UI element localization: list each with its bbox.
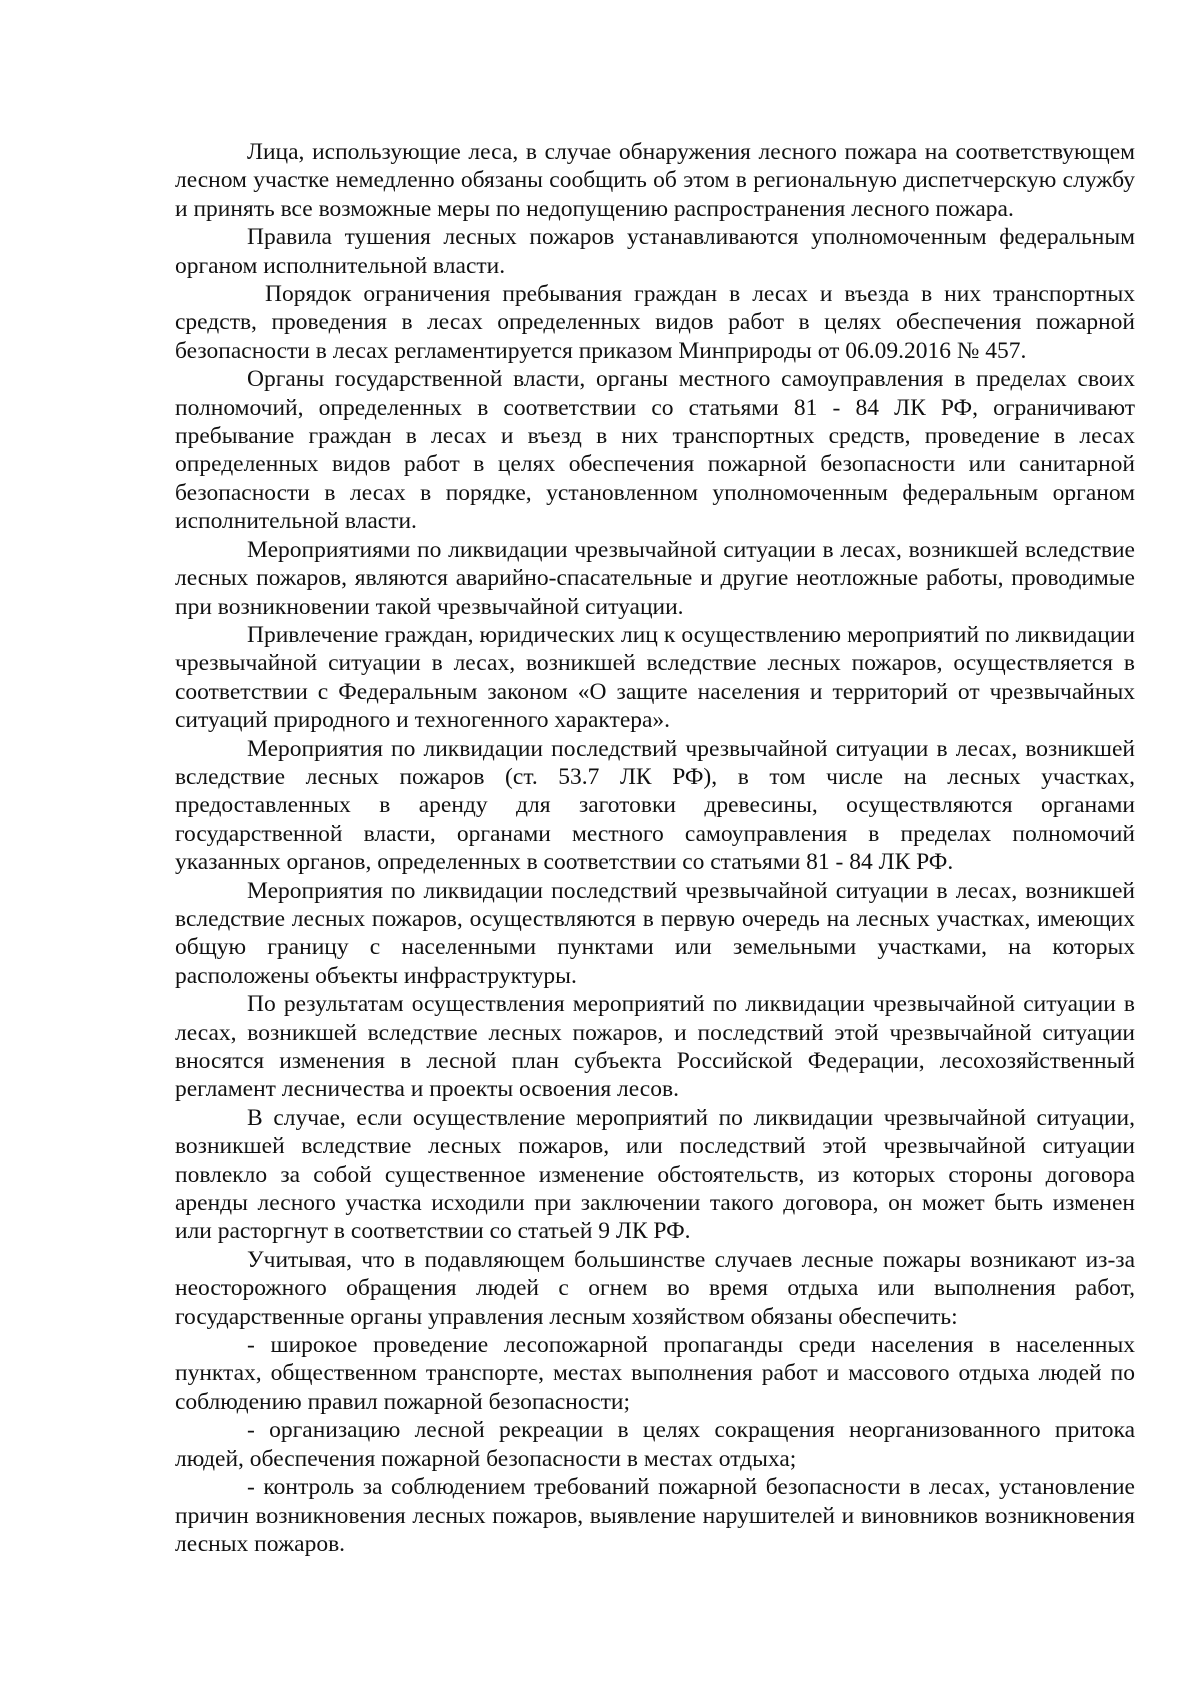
list-item-control: - контроль за соблюдением требований пожарной безопасности в лесах, установление причин возникновения лесных пожаров, выявление нарушителей и виновников возникновения лесных пожаров. (175, 1474, 1135, 1557)
paragraph-lease-changes: В случае, если осуществление мероприятий по ликвидации чрезвычайной ситуации, возникшей вследствие лесных пожаров, или последствий этой чрезвычайной ситуации повлекло за собой существенное изменение обстоятельств, из которых стороны договора аренды лесного участка исходили при заключении такого договора, он может быть изменен или расторгнут в соответствии со статьей 9 ЛК РФ. (175, 1104, 1135, 1245)
paragraph-authorities: Органы государственной власти, органы местного самоуправления в пределах своих полномочий, определенных в соответствии со статьями 81 - 84 ЛК РФ, ограничивают пребывание граждан в лесах и въезд в них транспортных средств, проведение в лесах определенных видов работ в целях обеспечения пожарной безопасности или санитарной безопасности в лесах в порядке, установленном уполномоченным федеральным органом исполнительной власти. (175, 366, 1135, 535)
document-body (175, 138, 1135, 1558)
paragraph-forest-plan-changes: По результатам осуществления мероприятий по ликвидации чрезвычайной ситуации в лесах, возникшей вследствие лесных пожаров, и последствий этой чрезвычайной ситуации вносятся изменения в лесной план субъекта Российской Федерации, лесохозяйственный регламент лесничества и проекты освоения лесов. (175, 991, 1135, 1103)
paragraph-emergency-measures: Мероприятиями по ликвидации чрезвычайной ситуации в лесах, возникшей вследствие лесных пожаров, являются аварийно-спасательные и другие неотложные работы, проводимые при возникновении такой чрезвычайной ситуации. (175, 536, 1135, 620)
paragraph-access-restriction: Порядок ограничения пребывания граждан в лесах и въезда в них транспортных средств, проведения в лесах определенных видов работ в целях обеспечения пожарной безопасности в лесах регламентируется приказом Минприроды от 06.09.2016 № 457. (175, 281, 1135, 364)
paragraph-prevention-duties: Учитывая, что в подавляющем большинстве случаев лесные пожары возникают из-за неосторожного обращения людей с огнем во время отдыха или выполнения работ, государственные органы управления лесным хозяйством обязаны обеспечить: (175, 1246, 1135, 1330)
paragraph-extinguishing-rules: Правила тушения лесных пожаров устанавливаются уполномоченным федеральным органом исполнительной власти. (175, 224, 1135, 279)
paragraph-fire-detection: Лица, использующие леса, в случае обнаружения лесного пожара на соответствующем лесном участке немедленно обязаны сообщить об этом в региональную диспетчерскую службу и принять все возможные меры по недопущению распространения лесного пожара. (175, 139, 1135, 222)
list-item-recreation: - организацию лесной рекреации в целях сокращения неорганизованного притока людей, обеспечения пожарной безопасности в местах отдыха; (175, 1417, 1135, 1472)
paragraph-aftermath-measures: Мероприятия по ликвидации последствий чрезвычайной ситуации в лесах, возникшей вследствие лесных пожаров (ст. 53.7 ЛК РФ), в том числе на лесных участках, предоставленных в аренду для заготовки древесины, осуществляются органами государственной власти, органами местного самоуправления в пределах полномочий указанных органов, определенных в соответствии со статьями 81 - 84 ЛК РФ. (175, 735, 1135, 876)
paragraph-priority-areas: Мероприятия по ликвидации последствий чрезвычайной ситуации в лесах, возникшей вследствие лесных пожаров, осуществляются в первую очередь на лесных участках, имеющих общую границу с населенными пунктами или земельными участками, на которых расположены объекты инфраструктуры. (175, 877, 1135, 989)
paragraph-citizen-involvement: Привлечение граждан, юридических лиц к осуществлению мероприятий по ликвидации чрезвычайной ситуации в лесах, возникшей вследствие лесных пожаров, осуществляется в соответствии с Федеральным законом «О защите населения и территорий от чрезвычайных ситуаций природного и техногенного характера». (175, 621, 1135, 734)
list-item-propaganda: - широкое проведение лесопожарной пропаганды среди населения в населенных пунктах, общественном транспорте, местах выполнения работ и массового отдыха людей по соблюдению правил пожарной безопасности; (175, 1332, 1135, 1415)
